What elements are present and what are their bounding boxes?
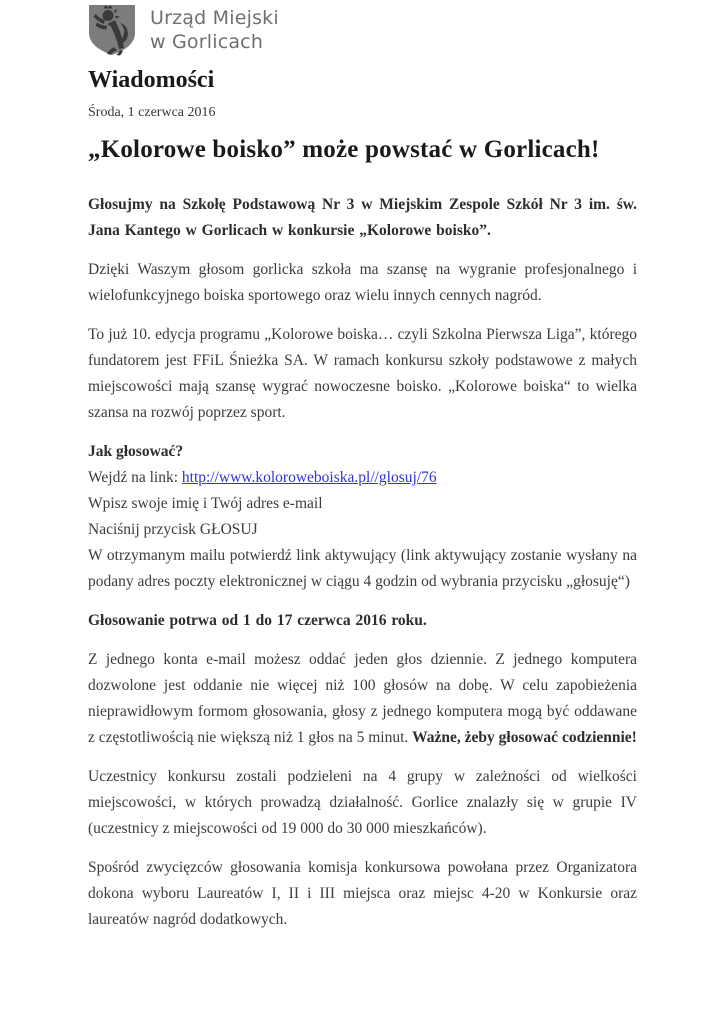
vote-link[interactable]: http://www.koloroweboiska.pl//glosuj/76 xyxy=(181,469,437,486)
voting-period: Głosowanie potrwa od 1 do 17 czerwca 2016 roku. xyxy=(88,612,427,629)
org-name xyxy=(150,6,279,54)
paragraph-winners: Spośród zwycięzców głosowania komisja konkursowa powołana przez Organizatora dokona wyboru Laureatów I, II i III miejsca oraz miejsc 4-20 w Konkursie oraz laureatów nagród dodatkowych. xyxy=(88,859,637,928)
how-to-step-name: Wpisz swoje imię i Twój adres e-mail xyxy=(88,495,323,512)
article-lead: Głosujmy na Szkołę Podstawową Nr 3 w Miejskim Zespole Szkół Nr 3 im. św. Jana Kantego w Gorlicach w konkursie „Kolorowe boisko”. xyxy=(88,196,637,239)
coat-of-arms-icon xyxy=(88,4,136,56)
how-to-step-link xyxy=(88,465,637,491)
paragraph-chance: Dzięki Waszym głosom gorlicka szkoła ma szansę na wygranie profesjonalnego i wielofunkcyjnego boiska sportowego oraz wielu innych cennych nagród. xyxy=(88,261,637,304)
how-to-step-confirm: W otrzymanym mailu potwierdź link aktywujący (link aktywujący zostanie wysłany na podany adres poczty elektronicznej w ciągu 4 godzin od wybrania przycisku „głosuję“) xyxy=(88,547,637,590)
news-section-title: Wiadomości xyxy=(88,67,215,93)
rules-text: Z jednego konta e-mail możesz oddać jeden głos dziennie. Z jednego komputera dozwolone jest oddanie nie więcej niż 100 głosów na dobę. W celu zapobieżenia nieprawidłowym formom głosowania, głosy z jednego komputera mogą być oddawane z częstotliwością nie większą niż 1 głos na 5 minut. xyxy=(88,651,637,746)
how-to-vote-block xyxy=(88,439,637,595)
org-name-line1: Urząd Miejski xyxy=(150,7,279,29)
article-title: „Kolorowe boisko” może powstać w Gorlicach! xyxy=(88,136,600,163)
link-prefix-text: Wejdź na link: xyxy=(88,469,182,486)
how-to-heading: Jak głosować? xyxy=(88,443,184,460)
site-logo xyxy=(88,4,637,56)
article-date: Środa, 1 czerwca 2016 xyxy=(88,105,216,120)
how-to-step-button: Naciśnij przycisk GŁOSUJ xyxy=(88,521,258,538)
paragraph-groups: Uczestnicy konkursu zostali podzieleni na 4 grupy w zależności od wielkości miejscowości, w których prowadzą działalność. Gorlice znalazły się w grupie IV (uczestnicy z miejscowości od 19 000 do 30 000 mieszkańców). xyxy=(88,768,637,837)
paragraph-voting-rules xyxy=(88,647,637,751)
paragraph-program: To już 10. edycja programu „Kolorowe boiska… czyli Szkolna Pierwsza Liga”, którego fundatorem jest FFiL Śnieżka SA. W ramach konkursu szkoły podstawowe z małych miejscowości mają szansę wygrać nowoczesne boisko. „Kolorowe boiska“ to wielka szansa na rozwój poprzez sport. xyxy=(88,326,637,421)
rules-bold-text: Ważne, żeby głosować codziennie! xyxy=(412,729,637,746)
org-name-line2: w Gorlicach xyxy=(150,31,264,53)
